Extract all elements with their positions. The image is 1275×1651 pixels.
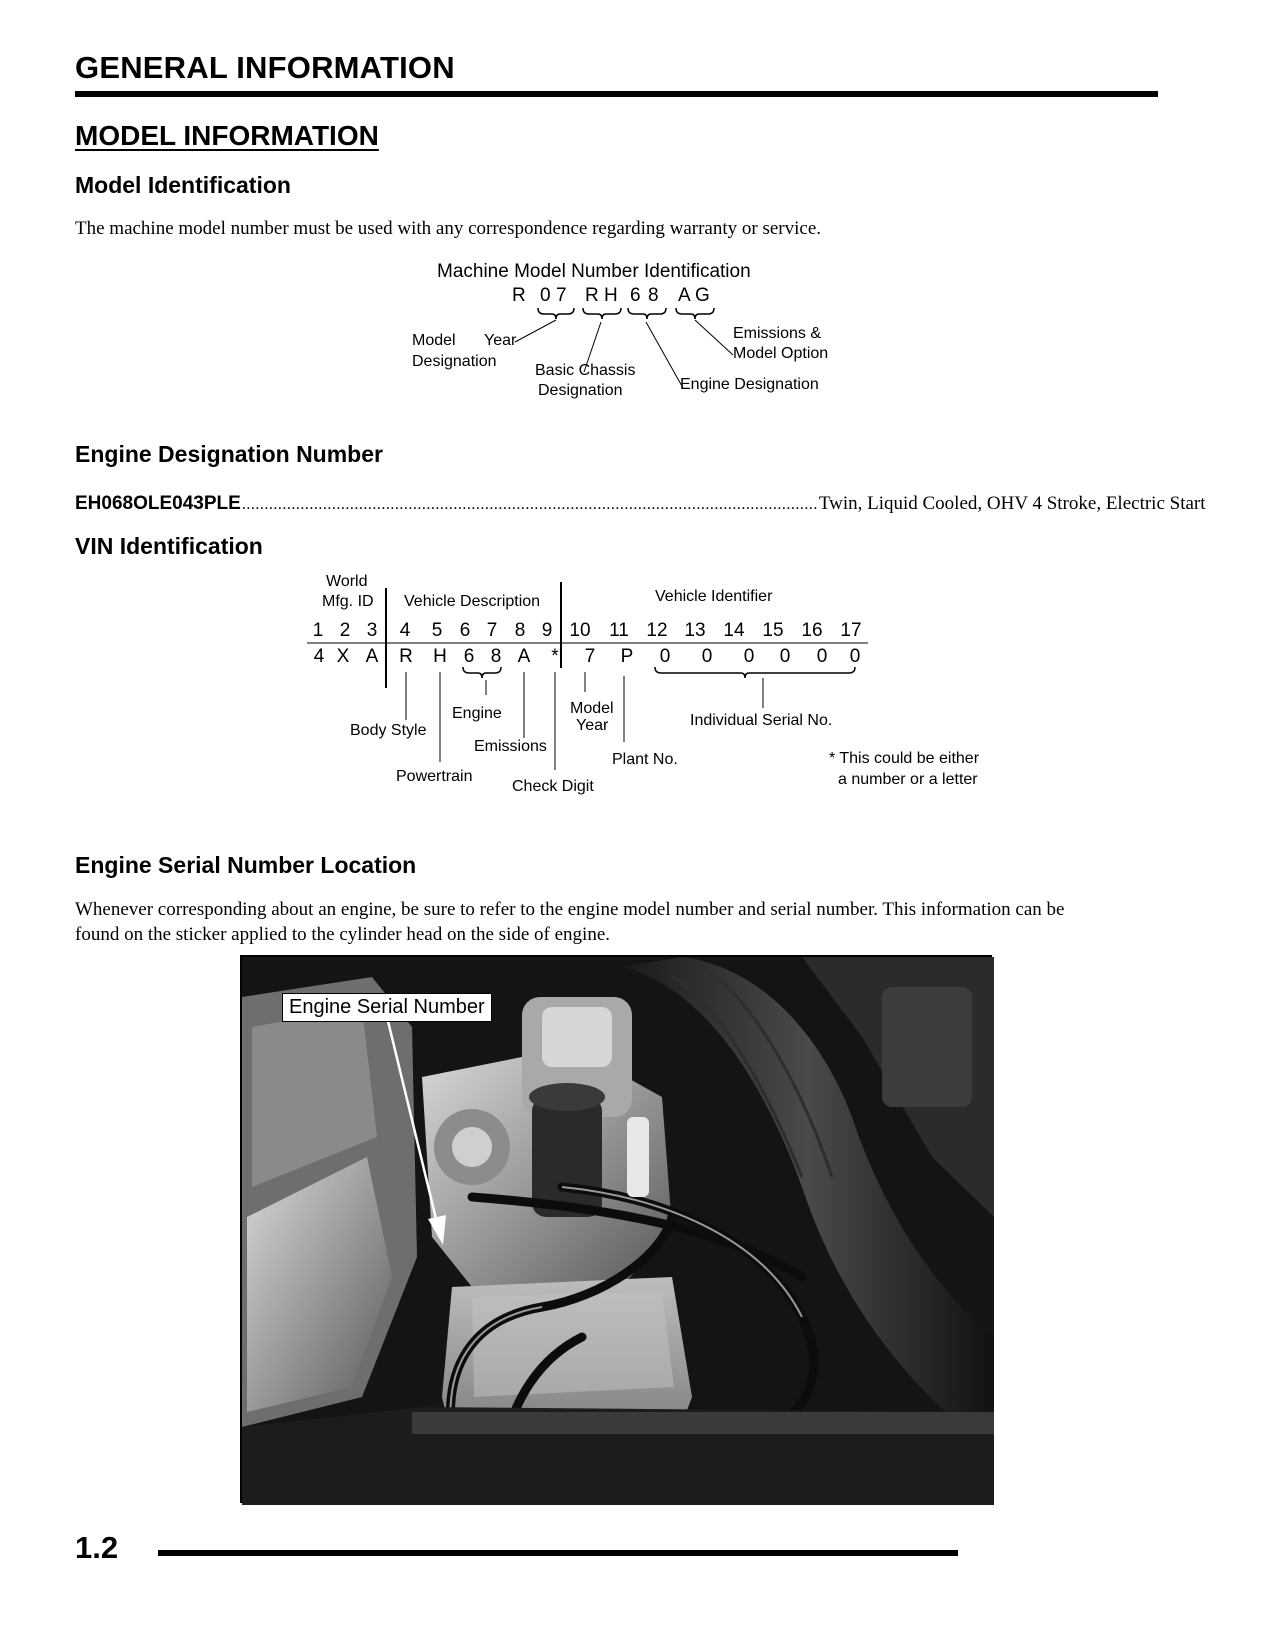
body-style-label: Body Style	[350, 722, 427, 739]
vin-char: 8	[490, 646, 502, 667]
model-code-char: 0	[540, 285, 551, 306]
model-code-char: 8	[648, 285, 659, 306]
engine-serial-text-line-1: Whenever corresponding about an engine, be sure to refer to the engine model number and serial number. This information can be	[75, 899, 1065, 920]
model-year-label: Year	[576, 717, 609, 734]
world-mfg-label: World	[326, 573, 368, 590]
vin-position: 5	[431, 620, 443, 641]
vin-position: 14	[723, 620, 745, 641]
vin-position: 15	[762, 620, 784, 641]
vin-position: 1	[312, 620, 324, 641]
chassis-designation-label: Designation	[538, 382, 623, 399]
check-digit-label: Check Digit	[512, 778, 594, 795]
vin-position: 16	[801, 620, 823, 641]
vin-braces	[463, 667, 855, 678]
model-code-char: H	[604, 285, 618, 306]
chapter-title: GENERAL INFORMATION	[75, 50, 455, 85]
vin-position: 2	[339, 620, 351, 641]
vin-char: X	[336, 646, 350, 667]
model-code-char: A	[678, 285, 691, 306]
engine-designation-label: Engine Designation	[680, 376, 819, 393]
engine-serial-text-line-2: found on the sticker applied to the cylinder head on the side of engine.	[75, 924, 611, 945]
engine-designation-description: Twin, Liquid Cooled, OHV 4 Stroke, Electric Start	[818, 493, 1206, 514]
engine-designation-heading: Engine Designation Number	[75, 441, 383, 467]
engine-serial-callout: Engine Serial Number	[282, 993, 492, 1022]
engine-photo-illustration	[242, 957, 994, 1505]
vin-char: 6	[463, 646, 475, 667]
vin-note: * This could be either	[829, 750, 980, 767]
model-identification-heading: Model Identification	[75, 172, 291, 198]
serial-number-label: Individual Serial No.	[690, 712, 833, 729]
vin-char: 0	[701, 646, 713, 667]
chassis-designation-label: Basic Chassis	[535, 362, 636, 379]
vin-position: 12	[646, 620, 668, 641]
model-code-char: 6	[630, 285, 641, 306]
page-number: 1.2	[75, 1530, 119, 1565]
vin-char: 0	[743, 646, 755, 667]
vin-position: 13	[684, 620, 706, 641]
engine-serial-heading: Engine Serial Number Location	[75, 852, 417, 878]
world-mfg-label: Mfg. ID	[322, 593, 374, 610]
vin-position: 11	[609, 620, 629, 641]
vin-char: 0	[779, 646, 791, 667]
vin-position: 8	[514, 620, 526, 641]
engine-designation-leader: ................................................................................................................................	[241, 496, 818, 513]
vin-char: 0	[659, 646, 671, 667]
vin-char: 0	[849, 646, 861, 667]
vin-char: 0	[816, 646, 828, 667]
vin-position: 17	[840, 620, 862, 641]
year-label: Year	[484, 332, 517, 349]
vin-char: A	[365, 646, 379, 667]
vin-position: 6	[459, 620, 471, 641]
vin-char: R	[399, 646, 413, 667]
vin-position: 7	[486, 620, 498, 641]
vin-char: P	[620, 646, 634, 667]
model-code-char: R	[512, 285, 526, 306]
model-diagram-title: Machine Model Number Identification	[437, 261, 751, 282]
plant-number-label: Plant No.	[612, 751, 678, 768]
vin-char: A	[517, 646, 531, 667]
vin-position: 4	[399, 620, 411, 641]
engine-photo	[240, 955, 992, 1503]
footer-rule	[158, 1550, 958, 1556]
model-code-char: R	[585, 285, 599, 306]
model-designation-label: Model	[412, 332, 456, 349]
vin-position: 9	[541, 620, 553, 641]
engine-label: Engine	[452, 705, 502, 722]
model-identification-text: The machine model number must be used with any correspondence regarding warranty or service.	[75, 218, 822, 239]
vin-position: 3	[366, 620, 378, 641]
powertrain-label: Powertrain	[396, 768, 473, 785]
emissions-option-label: Model Option	[733, 345, 829, 362]
vin-char: *	[551, 646, 559, 667]
vin-identification-heading: VIN Identification	[75, 533, 263, 559]
section-title: MODEL INFORMATION	[75, 120, 379, 151]
vin-char: 4	[313, 646, 325, 667]
model-code-char: 7	[556, 285, 567, 306]
emissions-option-label: Emissions &	[733, 325, 822, 342]
emissions-label: Emissions	[474, 738, 547, 755]
model-year-label: Model	[570, 700, 614, 717]
vin-char: H	[433, 646, 447, 667]
engine-designation-code: EH068OLE043PLE	[75, 493, 241, 514]
vin-note: a number or a letter	[838, 771, 978, 788]
vehicle-description-label: Vehicle Description	[404, 593, 541, 610]
vin-position: 10	[569, 620, 591, 641]
model-code-char: G	[695, 285, 710, 306]
vehicle-identifier-label: Vehicle Identifier	[655, 588, 773, 605]
model-designation-label: Designation	[412, 353, 497, 370]
vin-char: 7	[584, 646, 596, 667]
